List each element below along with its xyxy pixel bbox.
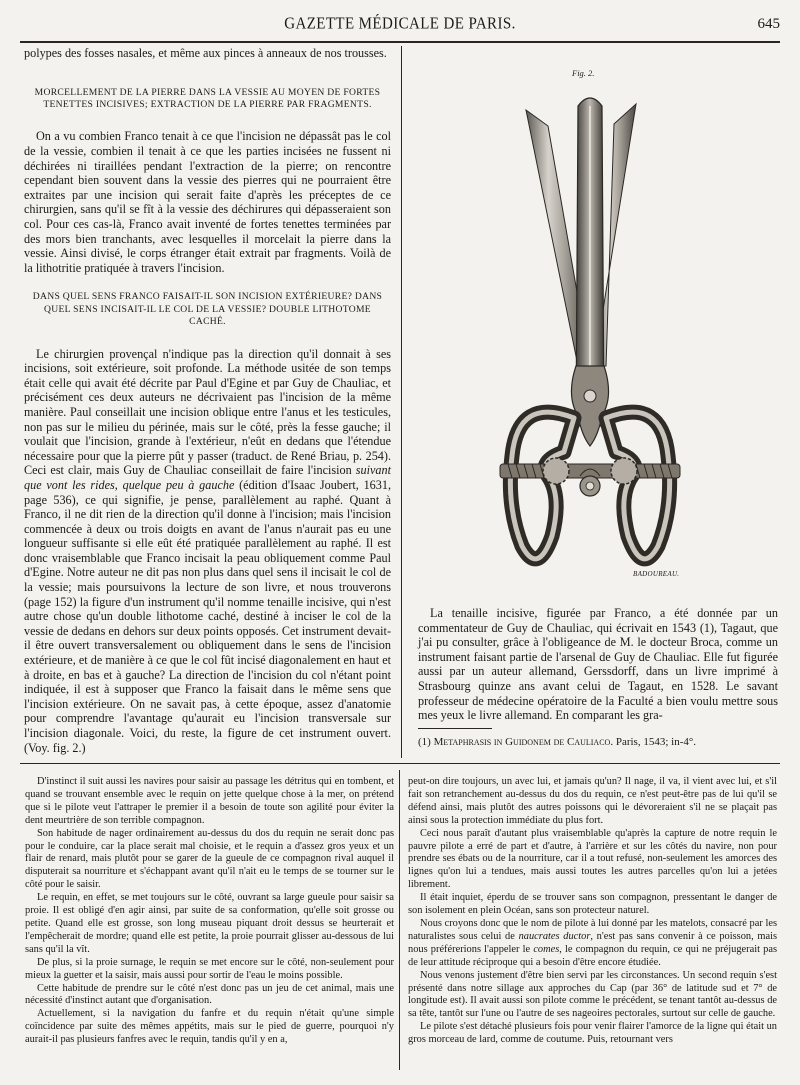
italic-quote: suivant que vont les rides, quelque peu à gauche: [24, 463, 392, 492]
bottom-paragraph: Le requin, en effet, se met toujours sur le côté, ouvrant sa large gueule pour saisir sa proie. Il est obligé d'en agir ainsi, par suite de sa conformation, qu'elle soit grosse ou petite. Quand elle est grosse, son long museau piquant droit dessus se heurterait et l'empêcherait de mordre; quand elle est petite, la proie pourrait glisser au-dessous de lui sans qu'il la vît.: [25, 892, 394, 955]
section-heading-incision: DANS QUEL SENS FRANCO FAISAIT-IL SON INCISION EXTÉRIEURE? DANS QUEL SENS INCISAIT-IL LE COL DE LA VESSIE? DOUBLE LITHOTOME CACHÉ.: [32, 291, 383, 328]
journal-title: GAZETTE MÉDICALE DE PARIS.: [284, 14, 516, 34]
italic-term: naucrates ductor: [518, 930, 591, 942]
bottom-paragraph: Son habitude de nager ordinairement au-dessus du dos du requin ne serait donc pas pour le conduire, car la place serait mal choisie, et le requin a d'assez gros yeux et un flair de renard, mais plutôt pour se garer de la gueule de ce compagnon rival auquel il disputerait sa nourriture et s'échappant avant qu'il n'ait eu le temps de se tourner sur le côté pour le saisir.: [25, 827, 394, 891]
paragraph-morcellement: On a vu combien Franco tenait à ce que l'incision ne dépassât pas le col de la vessie, combien il tenait à ce que les parties incisées ne fussent ni déchirées ni tiraillées pendant l'extraction de la pierre; on rencontre cependant bien souvent dans la vessie des pierres qui ne pourraient être extraites par une incision qui serait faite d'après les préceptes de ce chirurgien, sans qu'il se fît à la vessie des déchirures qui dépasseraient son col. Pour ces cas-là, Franco avait inventé de fortes tenettes terminées par des mors bien tranchants, avec lesquelles il morcelait la pierre dans la vessie. Ainsi divisé, le corps étranger était extrait par fragments. Voilà de la lithotritie pratiquée à travers l'incision.: [24, 129, 391, 275]
bottom-paragraph: Cette habitude de prendre sur le côté n'est donc pas un jeu de cet animal, mais une nécessité d'instinct autant que d'organisation.: [25, 982, 394, 1007]
bottom-paragraph: D'instinct il suit aussi les navires pour saisir au passage les détritus qui en tombent, et quand se trouvant ensemble avec le requin on jette quelque chose à la mer, on prétend que si le pilote veut l'attraper le premier il a besoin de toute son agilité pour éviter la dent meurtrière de son terrible compagnon.: [25, 776, 394, 826]
main-left-column: [24, 46, 391, 755]
main-right-column: [418, 606, 778, 723]
bottom-paragraph: De plus, si la proie surnage, le requin se met encore sur le côté, non-seulement pour mieux la guetter et la saisir, mais aussi pour sortir de l'eau le moins possible.: [25, 956, 394, 981]
paragraph-tenaille: La tenaille incisive, figurée par Franco, a été donnée par un commentateur de Guy de Chauliac, qui écrivait en 1543 (1), Tagaut, que j'ai pu consulter, grâce à l'obligeance de M. le docteur Broca, comme un instrument faisant partie de l'arsenal de Guy de Chauliac. Elle fut figurée aussi par un auteur allemand, Gerssdorff, dans un livre imprimé à Strasbourg quinze ans avant celui de Tagaut, en 1528. Le savant professeur de médecine opératoire de la Faculté a bien voulu mettre sous mes yeux le livre allemand. En comparant les gra-: [418, 606, 778, 723]
bottom-paragraph: Nous venons justement d'être bien servi par les circonstances. Un second requin s'est présenté dans notre sillage aux approches du Cap (par 36° de latitude sud et 7° de longitude est). Il avait aussi son pilote comme le précédent, se tenant tantôt au-dessus de sa tête, tantôt sur l'une ou l'autre de ses nageoires pectorales, surtout sur celle de gauche.: [408, 969, 777, 1020]
figure-label: Fig. 2.: [572, 68, 595, 78]
section-heading-morcellement: MORCELLEMENT DE LA PIERRE DANS LA VESSIE AU MOYEN DE FORTES TENETTES INCISIVES; EXTRACTION DE LA PIERRE PAR FRAGMENTS.: [34, 86, 381, 110]
header-rule: [20, 41, 780, 43]
bottom-paragraph: Actuellement, si la navigation du fanfre et du requin n'était qu'une simple coïncidence par suite des mêmes appétits, mais sur le pied de guerre, pourquoi n'y aurait-il pas plusieurs fanfres avec le requin, tandis qu'il y en a,: [25, 1008, 394, 1046]
continuation-text: polypes des fosses nasales, et même aux pinces à anneaux de nos trousses.: [24, 46, 387, 60]
bottom-paragraph: [408, 918, 777, 970]
text-run: , n'est pas sans convenir à ce poisson, mais nous préférerions l'appeler le: [408, 930, 777, 955]
bottom-paragraph: Ceci nous paraît d'autant plus vraisemblable qu'après la capture de notre requin le pauvre pilote a erré de part et d'autre, à l'arrière et sur les côtés du navire, non pour prendre ses ébats ou de la nourriture, car il a tout refusé, non-seulement les amorces des lignes qu'on lui a tendues, mais aussi toutes les autres parcelles qu'on lui a jetées librement.: [408, 827, 777, 891]
section-rule: [20, 763, 780, 764]
bottom-right-column: [408, 776, 777, 1047]
bottom-paragraph: Le pilote s'est détaché plusieurs fois pour venir flairer l'amorce de la ligne qui était un gros morceau de lard, comme de coutume. Puis, retournant vers: [408, 1021, 777, 1046]
footnote-rest: Paris, 1543; in-4°.: [615, 736, 697, 748]
bottom-column-divider: [399, 770, 400, 1070]
page-number: 645: [757, 16, 780, 32]
text-run: Nous croyons donc que le nom de pilote à lui donné par les matelots, consacré par les naturalistes sous celui de: [408, 917, 777, 942]
footnote-title: Metaphrasis in Guidonem de Cauliaco.: [433, 736, 614, 748]
footnote: [418, 735, 778, 749]
footnote-mark: (1): [418, 736, 431, 748]
bottom-paragraph: peut-on dire toujours, un avec lui, et jamais qu'un? Il nage, il va, il vient avec lui, et s'il fait son retranchement au-dessus du dos du requin, ce n'est peut-être pas de lui qu'il se défend ainsi, mais plutôt des autres poissons qui le dévoreraient s'il ne se plaçait pas ainsi sous la protection immédiate du plus fort.: [408, 776, 777, 826]
engraver-signature: BADOUREAU.: [633, 570, 680, 578]
tenaille-incisive-illustration: [478, 66, 700, 586]
column-divider: [401, 46, 402, 758]
paragraph-incision: [24, 347, 391, 756]
text-run: Le chirurgien provençal n'indique pas la direction qu'il donnait à ses incisions, soit extérieure, soit profonde. La méthode usitée de son temps était celle qui avait été décrite par Paul d'Egine et par Guy de Chauliac, et précisément ces deux auteurs ne décrivaient pas l'incision de la même manière. Paul conseillait une incision oblique entre l'anus et les testicules, non pas sur le milieu du périnée, mais sur le côté, près la fesse gauche; il voulait que l'incision, grande à l'extérieur, n'eût en dedans que l'étendue nécessaire pour que la pierre pût y passer (traduct. de René Briau, p. 254). Ceci est clair, mais Guy de Chauliac conseillait de faire l'incision: [24, 346, 391, 478]
bottom-left-column: [25, 776, 394, 1047]
footnote-rule: [418, 728, 492, 729]
italic-term: comes: [533, 943, 560, 955]
bottom-paragraph: Il était inquiet, éperdu de se trouver sans son compagnon, pressentant le danger de son isolement en plein Océan, sans son protecteur naturel.: [408, 892, 777, 917]
text-run: , le compagnon du requin, ce qui ne préjugerait pas de leur attitude réciproque qui a besoin d'être encore étudiée.: [408, 943, 777, 968]
text-run: (édition d'Isaac Joubert, 1631, page 536), ce qui signifie, je pense, parallèlement au raphé. Quant à Franco, il ne dit rien de la direction qu'il donne à l'incision; mais l'incision commencée à deux ou trois doigts en avant de l'anus n'aurait pas eu une longueur suffisante si elle eût été pratiquée parallèlement au raphé. Il est donc vraisemblable que Franco incisait la peau obliquement comme Paul d'Egine. Notre auteur ne dit pas non plus dans quel sens il incisait le col de la vessie; mais poursuivons la lecture de son livre, et nous trouverons (page 152) la figure d'un instrument qu'il nomme tenaille incisive, qui n'est autre chose qu'un double lithotome caché, destiné à inciser le col de la vessie de dedans en dehors sur deux points opposés. Cet instrument devait-il être ouvert transversalement ou obliquement dans le sens de l'incision extérieure, et de manière à ce que le col fût incisé diagonalement en haut et à droite, en bas et à gauche? La direction de l'incision du col n'étant point indiquée, il est à supposer que Franco la faisait dans le même sens que l'incision extérieure. On ne savait pas, à cette époque, assez d'anatomie pour comprendre l'avantage qu'aurait eu l'incision transversale sur l'incision diagonale. Voici, du reste, la figure de cet instrument ouvert. (Voy. fig. 2.): [24, 477, 391, 755]
